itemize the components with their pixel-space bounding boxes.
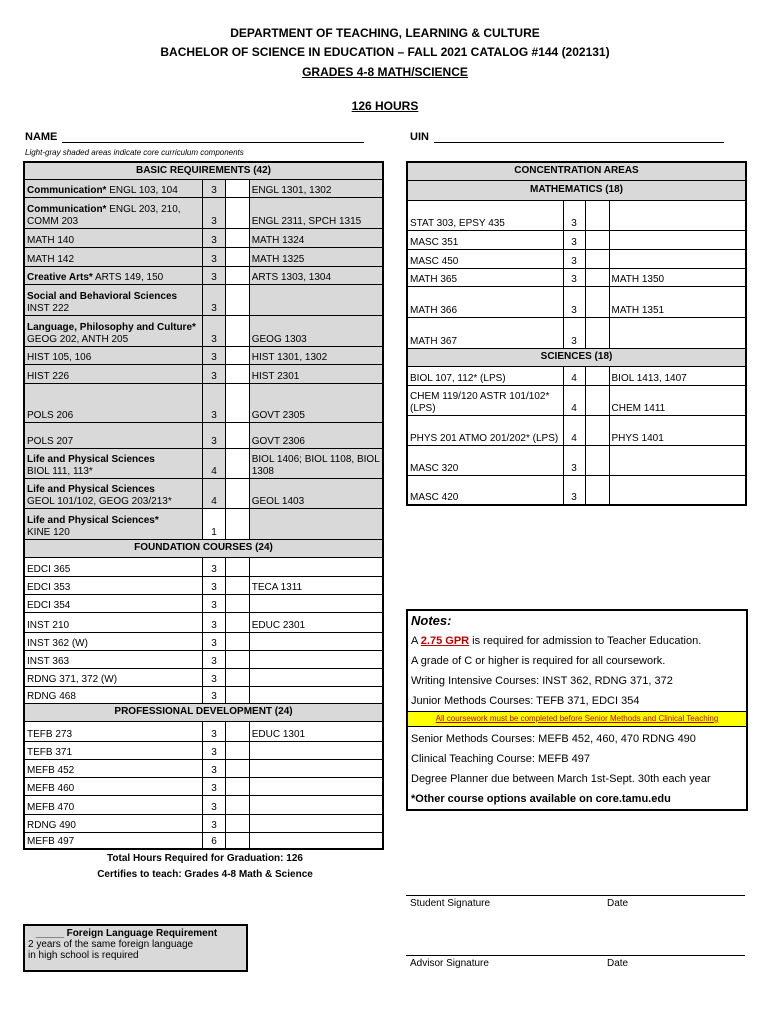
grade-cell[interactable]	[225, 508, 249, 539]
grade-cell[interactable]	[225, 721, 249, 741]
table-row: STAT 303, EPSY 435 3	[407, 200, 746, 230]
requirements-table	[23, 161, 384, 850]
table-row: MASC 320 3	[407, 445, 746, 475]
degree-title: BACHELOR OF SCIENCE IN EDUCATION – FALL 2021 CATALOG #144 (202131)	[160, 45, 610, 59]
math-title: MATHEMATICS (18)	[407, 180, 746, 200]
foundation-title: FOUNDATION COURSES (24)	[24, 539, 383, 557]
grade-cell[interactable]	[585, 249, 609, 268]
foreign-language-line2: in high school is required	[28, 950, 139, 961]
grade-cell[interactable]	[225, 557, 249, 576]
table-row: EDCI 354 3	[24, 594, 383, 612]
grade-cell[interactable]	[585, 268, 609, 286]
table-row: RDNG 468 3	[24, 686, 383, 703]
grade-cell[interactable]	[585, 200, 609, 230]
gray-note: Light-gray shaded areas indicate core curriculum components	[25, 148, 244, 157]
table-row: MASC 450 3	[407, 249, 746, 268]
table-row: TEFB 371 3	[24, 741, 383, 759]
grade-cell[interactable]	[225, 668, 249, 686]
table-row: CHEM 119/120 ASTR 101/102* (LPS) 4 CHEM 1411	[407, 385, 746, 415]
foreign-language-title: _____ Foreign Language Requirement	[36, 928, 218, 939]
table-row: POLS 206 3 GOVT 2305	[24, 383, 383, 422]
table-row: PHYS 201 ATMO 201/202* (LPS) 4 PHYS 1401	[407, 415, 746, 445]
name-label: NAME	[25, 131, 58, 143]
table-row: MEFB 460 3	[24, 777, 383, 795]
table-row: Communication* ENGL 203, 210, COMM 203 3 ENGL 2311, SPCH 1315	[24, 197, 383, 228]
table-row: MEFB 470 3	[24, 795, 383, 814]
table-row: Life and Physical Sciences* KINE 120 1	[24, 508, 383, 539]
table-row: Language, Philosophy and Culture* GEOG 202, ANTH 205 3 GEOG 1303	[24, 315, 383, 346]
table-row: MATH 140 3 MATH 1324	[24, 228, 383, 247]
table-row: Communication* ENGL 103, 104 3 ENGL 1301, 1302	[24, 179, 383, 197]
table-row: MATH 142 3 MATH 1325	[24, 247, 383, 266]
student-signature-line[interactable]	[406, 895, 745, 896]
grade-cell[interactable]	[585, 445, 609, 475]
grade-cell[interactable]	[225, 422, 249, 448]
grade-cell[interactable]	[225, 777, 249, 795]
grade-cell[interactable]	[585, 366, 609, 385]
grade-cell[interactable]	[585, 230, 609, 249]
grade-cell[interactable]	[225, 346, 249, 364]
grade-cell[interactable]	[225, 632, 249, 650]
grade-cell[interactable]	[225, 284, 249, 315]
advisor-signature-line[interactable]	[406, 955, 745, 956]
table-row: MEFB 452 3	[24, 759, 383, 777]
advisor-signature-label: Advisor Signature	[410, 958, 489, 969]
grade-cell[interactable]	[585, 475, 609, 505]
grade-cell[interactable]	[585, 415, 609, 445]
advisor-date-label: Date	[607, 958, 629, 969]
foundation-courses	[24, 539, 383, 703]
table-row: EDCI 353 3 TECA 1311	[24, 576, 383, 594]
grade-cell[interactable]	[225, 266, 249, 284]
grade-cell[interactable]	[585, 317, 609, 348]
grade-cell[interactable]	[225, 576, 249, 594]
table-row: MATH 366 3 MATH 1351	[407, 286, 746, 317]
table-row: MASC 420 3	[407, 475, 746, 505]
table-row: INST 363 3	[24, 650, 383, 668]
grade-cell[interactable]	[225, 612, 249, 632]
foreign-language-line1: 2 years of the same foreign language	[28, 939, 194, 950]
grade-cell[interactable]	[225, 478, 249, 508]
uin-label: UIN	[410, 131, 429, 143]
table-row: Life and Physical Sciences BIOL 111, 113* 4 BIOL 1406; BIOL 1108, BIOL 1308	[24, 448, 383, 478]
foreign-language-checkbox[interactable]: _____	[36, 928, 64, 939]
basic-requirements	[24, 162, 383, 539]
grade-cell[interactable]	[225, 814, 249, 832]
foreign-language-box	[23, 924, 248, 972]
table-row: HIST 105, 106 3 HIST 1301, 1302	[24, 346, 383, 364]
table-row: POLS 207 3 GOVT 2306	[24, 422, 383, 448]
grade-cell[interactable]	[225, 179, 249, 197]
grade-cell[interactable]	[225, 448, 249, 478]
student-signature-label: Student Signature	[410, 898, 491, 909]
table-row: RDNG 371, 372 (W) 3	[24, 668, 383, 686]
writing-note: Writing Intensive Courses: INST 362, RDNG 371, 372	[411, 675, 673, 687]
grade-cell[interactable]	[225, 247, 249, 266]
table-row: MEFB 497 6	[24, 832, 383, 849]
senior-note: Senior Methods Courses: MEFB 452, 460, 470 RDNG 490	[411, 733, 696, 745]
sciences-title: SCIENCES (18)	[407, 348, 746, 366]
table-row: MATH 367 3	[407, 317, 746, 348]
grade-cell[interactable]	[225, 364, 249, 383]
uin-field[interactable]	[434, 142, 724, 143]
student-date-label: Date	[607, 898, 629, 909]
certifies: Certifies to teach: Grades 4-8 Math & Science	[97, 869, 313, 880]
total-hours: Total Hours Required for Graduation: 126	[107, 853, 303, 864]
dept-title: DEPARTMENT OF TEACHING, LEARNING & CULTURE	[230, 26, 540, 40]
hours-title: 126 HOURS	[351, 99, 419, 113]
table-row: HIST 226 3 HIST 2301	[24, 364, 383, 383]
professional-development	[24, 703, 383, 849]
table-row: MATH 365 3 MATH 1350	[407, 268, 746, 286]
concentration-table	[406, 161, 747, 506]
basic-title: BASIC REQUIREMENTS (42)	[24, 162, 383, 179]
table-row: INST 210 3 EDUC 2301	[24, 612, 383, 632]
notes-title: Notes:	[411, 613, 452, 628]
gpr-note: A 2.75 GPR is required for admission to Teacher Education.	[411, 635, 702, 647]
junior-note: Junior Methods Courses: TEFB 371, EDCI 354	[411, 695, 640, 707]
grade-cell[interactable]	[225, 228, 249, 247]
table-row: BIOL 107, 112* (LPS) 4 BIOL 1413, 1407	[407, 366, 746, 385]
grade-cell[interactable]	[225, 315, 249, 346]
grades-title: GRADES 4-8 MATH/SCIENCE	[302, 65, 468, 79]
grade-cell[interactable]	[225, 594, 249, 612]
clinical-note: Clinical Teaching Course: MEFB 497	[411, 753, 590, 765]
name-field[interactable]	[62, 142, 364, 143]
grade-cell[interactable]	[225, 197, 249, 228]
grade-note: A grade of C or higher is required for all coursework.	[411, 655, 666, 667]
table-row: EDCI 365 3	[24, 557, 383, 576]
grade-cell[interactable]	[225, 383, 249, 422]
table-row: Life and Physical Sciences GEOL 101/102, GEOG 203/213* 4 GEOL 1403	[24, 478, 383, 508]
concentration-title: CONCENTRATION AREAS	[407, 162, 746, 180]
table-row: RDNG 490 3	[24, 814, 383, 832]
warning-banner: All coursework must be completed before Senior Methods and Clinical Teaching	[408, 711, 746, 727]
grade-cell[interactable]	[225, 650, 249, 668]
grade-cell[interactable]	[225, 686, 249, 703]
planner-note: Degree Planner due between March 1st-Sept. 30th each year	[411, 773, 711, 785]
table-row: TEFB 273 3 EDUC 1301	[24, 721, 383, 741]
other-note: *Other course options available on core.tamu.edu	[411, 793, 671, 805]
grade-cell[interactable]	[585, 385, 609, 415]
table-row: Social and Behavioral Sciences INST 222 3	[24, 284, 383, 315]
table-row: INST 362 (W) 3	[24, 632, 383, 650]
table-row: Creative Arts* ARTS 149, 150 3 ARTS 1303, 1304	[24, 266, 383, 284]
grade-cell[interactable]	[225, 795, 249, 814]
professional-title: PROFESSIONAL DEVELOPMENT (24)	[24, 703, 383, 721]
grade-cell[interactable]	[225, 832, 249, 849]
table-row: MASC 351 3	[407, 230, 746, 249]
grade-cell[interactable]	[225, 741, 249, 759]
grade-cell[interactable]	[585, 286, 609, 317]
notes-box	[406, 609, 748, 811]
grade-cell[interactable]	[225, 759, 249, 777]
